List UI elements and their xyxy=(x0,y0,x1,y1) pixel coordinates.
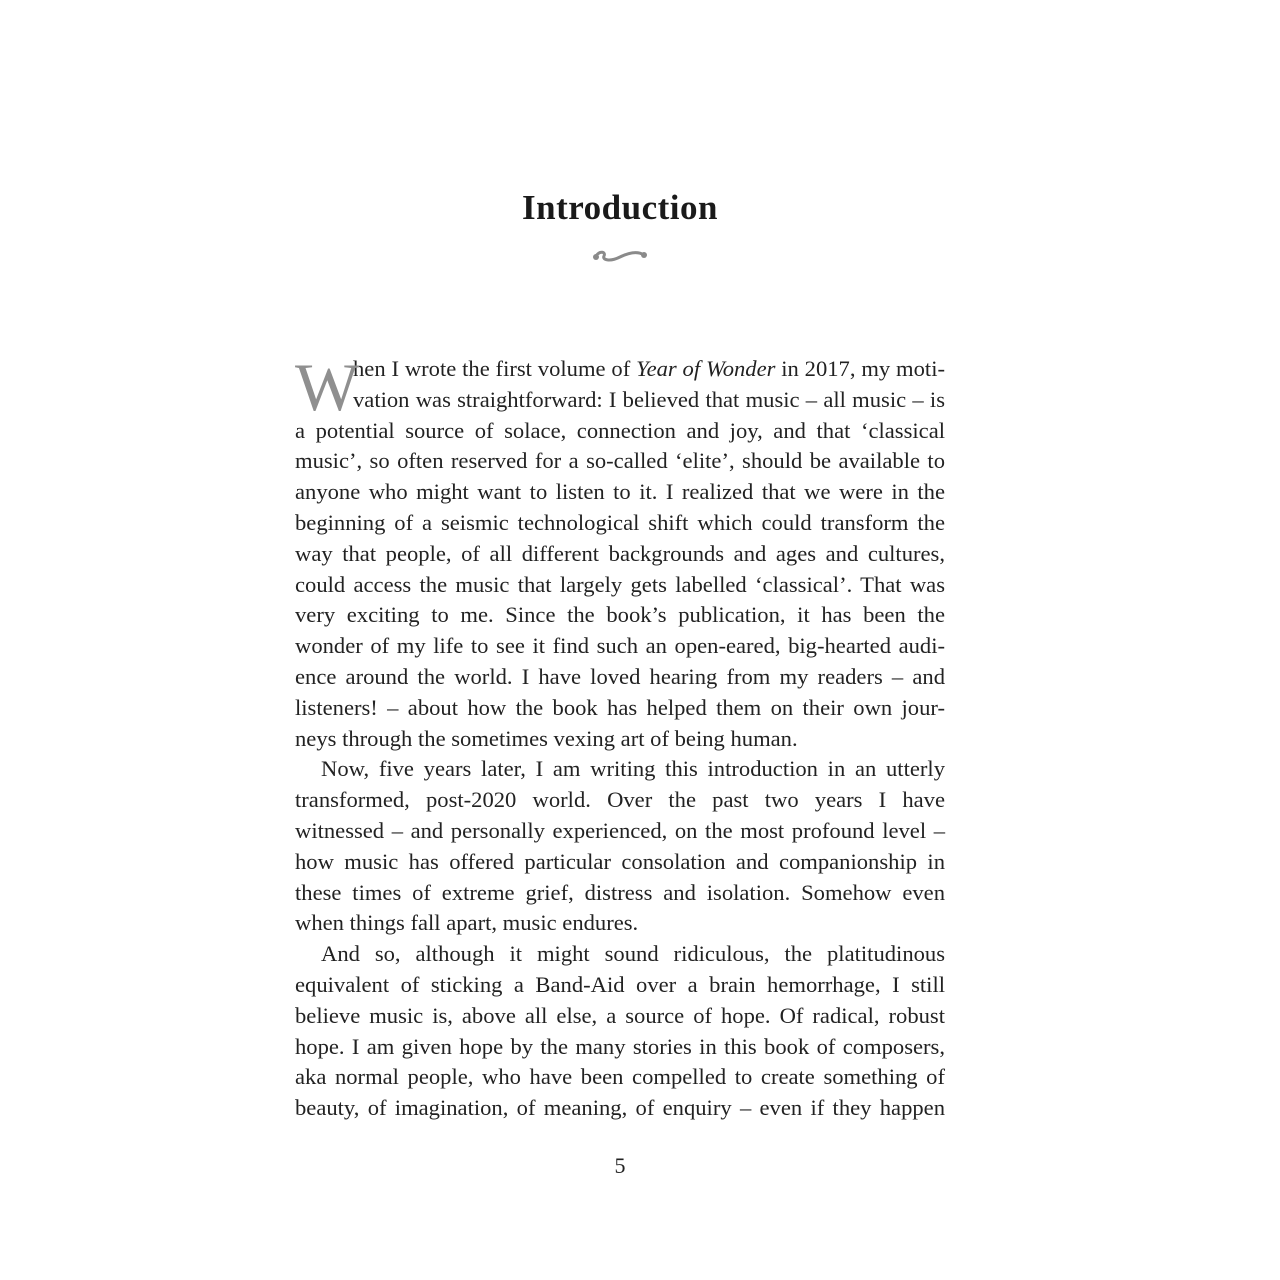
book-title: Year of Wonder xyxy=(636,356,776,381)
text-line: beauty, of imagination, of meaning, of enquiry – even if they happen xyxy=(295,1095,945,1121)
text-line: could access the music that largely gets labelled ‘classical’. That was xyxy=(295,571,945,597)
text-line: wonder of my life to see it find such an open-eared, big-hearted audi- xyxy=(295,633,945,659)
text-line: very exciting to me. Since the book’s publication, it has been the xyxy=(295,602,945,628)
text-line: ence around the world. I have loved hearing from my readers – and xyxy=(295,663,945,689)
text-line: witnessed – and personally experienced, on the most profound level – xyxy=(295,817,945,843)
text-line: when things fall apart, music endures. xyxy=(295,910,639,936)
text-line: listeners! – about how the book has helped them on their own jour- xyxy=(295,694,945,720)
text-line: a potential source of solace, connection and joy, and that ‘classical xyxy=(295,417,945,443)
text-line: transformed, post-2020 world. Over the past two years I have xyxy=(295,787,945,813)
text-line: hen I wrote the first volume of Year of Wonder in 2017, my moti- xyxy=(353,356,946,381)
text-line: believe music is, above all else, a source of hope. Of radical, robust xyxy=(295,1002,945,1028)
body-text xyxy=(295,349,946,1124)
text-line: anyone who might want to listen to it. I realized that we were in the xyxy=(295,479,945,505)
text-line: way that people, of all different backgrounds and ages and cultures, xyxy=(295,540,945,566)
text-line: Now, five years later, I am writing this introduction in an utterly xyxy=(321,756,945,782)
text-line: how music has offered particular consolation and companionship in xyxy=(295,848,945,874)
text-line: equivalent of sticking a Band-Aid over a brain hemorrhage, I still xyxy=(295,971,945,997)
text-line: beginning of a seismic technological shift which could transform the xyxy=(295,509,945,535)
text-line: vation was straightforward: I believed that music – all music – is xyxy=(353,386,945,412)
drop-cap: W xyxy=(295,349,360,425)
chapter-title: Introduction xyxy=(522,188,718,227)
text-line: aka normal people, who have been compelled to create something of xyxy=(295,1064,945,1090)
text-line: And so, although it might sound ridiculous, the platitudinous xyxy=(321,941,945,967)
text-line: hope. I am given hope by the many stories in this book of composers, xyxy=(295,1033,945,1059)
page-number: 5 xyxy=(614,1153,626,1178)
text-line: music’, so often reserved for a so-called ‘elite’, should be available to xyxy=(295,448,945,474)
flourish-ornament-icon xyxy=(590,244,650,268)
text-line: these times of extreme grief, distress and isolation. Somehow even xyxy=(295,879,945,905)
text-line: neys through the sometimes vexing art of being human. xyxy=(295,725,798,751)
